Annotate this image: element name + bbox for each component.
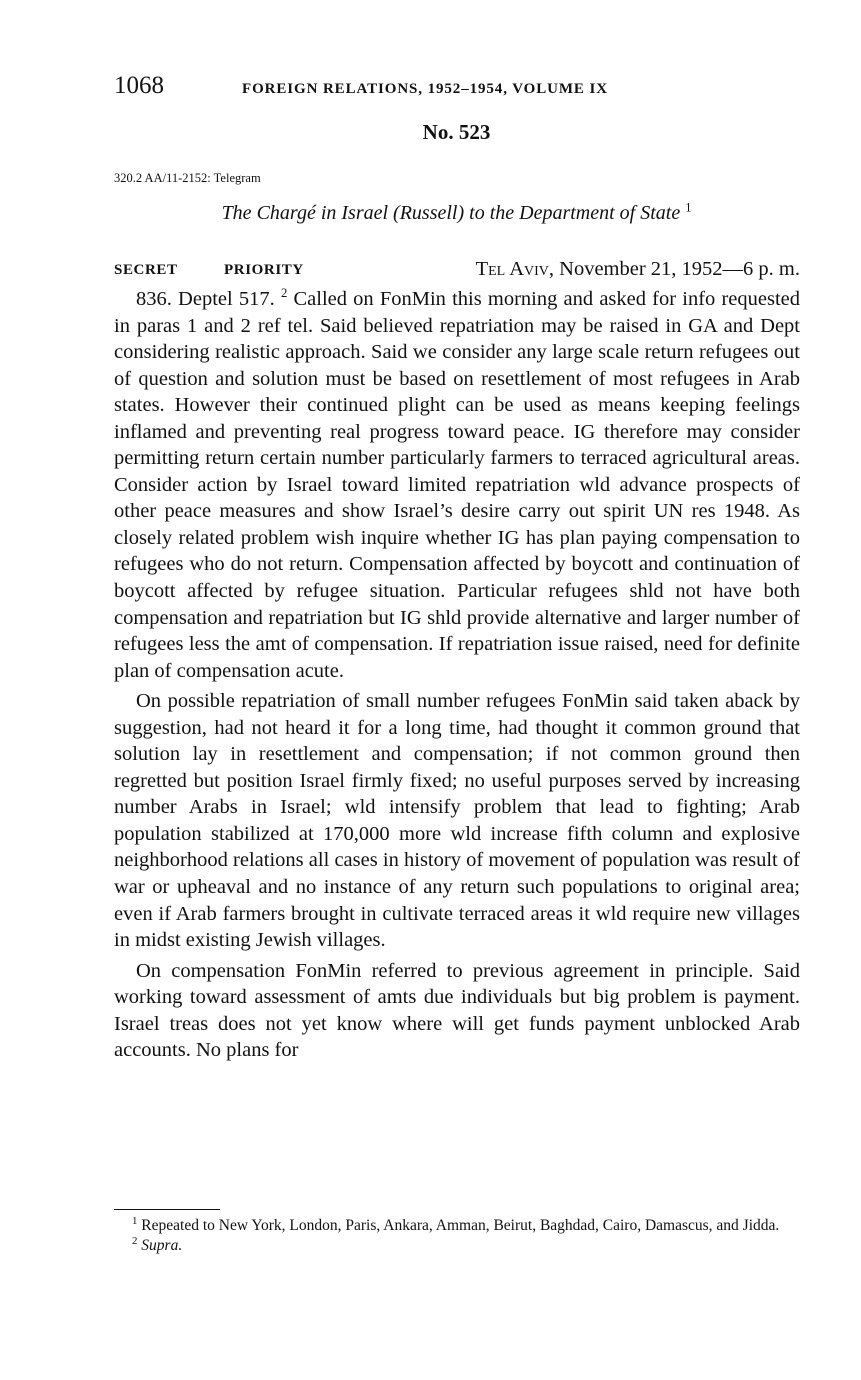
paragraph-1-text: Called on FonMin this morning and asked for info requested in paras 1 and 2 ref tel. Said believed repatriation may be raised in GA and Dept considering realistic approach. Said we consider any large scale return refugees out of question and solution must be based on resettlement of most refugees in Arab states. However their continued plight can be used as means keeping feelings inflamed and preventing real progress toward peace. IG therefore may consider permitting return certain number particularly farmers to terraced agricultural areas. Consider action by Israel toward limited repatriation wld advance prospects of other peace measures and show Israel’s desire carry out spirit UN res 1948. As closely related problem wish inquire whether IG has plan paying compensation to refugees who do not return. Compensation affected by boycott and continuation of boycott affected by refugee situation. Particular refugees shld not have both compensation and repatriation but IG shld provide alternative and larger number of refugees less the amt of compensation. If repatriation issue raised, need for definite plan of compensation acute. [114, 288, 801, 682]
footnote-1 [114, 1216, 800, 1236]
paragraph-3: On compensation FonMin referred to previous agreement in principle. Said working toward assessment of amts due individuals but big problem is payment. Israel treas does not yet know where will get funds payment unblocked Arab accounts. No plans for [114, 959, 800, 1062]
running-title: FOREIGN RELATIONS, 1952–1954, VOLUME IX [242, 81, 608, 97]
paragraph-1 [114, 286, 800, 684]
footnote-2-text: Supra. [141, 1236, 183, 1254]
footnote-divider [114, 1209, 220, 1210]
precedence: PRIORITY [224, 262, 304, 278]
page-number: 1068 [114, 72, 164, 99]
telegram-header [114, 258, 800, 286]
dateline-date: , November 21, 1952—6 p. m. [548, 258, 800, 280]
footnote-1-marker: 1 [132, 1214, 138, 1227]
document-title [0, 202, 861, 225]
dateline-place: Tel Aviv [475, 258, 549, 280]
file-reference: 320.2 AA/11-2152: Telegram [114, 171, 261, 185]
classification: SECRET [114, 262, 178, 278]
footnote-2 [114, 1236, 800, 1256]
footnotes [114, 1216, 800, 1255]
title-footnote-marker: 1 [685, 200, 692, 215]
telegram-body [114, 286, 800, 1068]
running-head [114, 72, 814, 106]
footnote-2-marker: 2 [132, 1234, 138, 1247]
paragraph-2: On possible repatriation of small number refugees FonMin said taken aback by suggestion, had not heard it for a long time, had thought it common ground that solution lay in resettlement and compensation; if not common ground then regretted but position Israel firmly fixed; no useful purposes served by increasing number Arabs in Israel; wld intensify problem that lead to fighting; Arab population stabilized at 170,000 more wld increase fifth column and explosive neighborhood relations all cases in history of movement of population was result of war or upheaval and no instance of any return such populations to original area; even if Arab farmers brought in cultivate terraced areas it wld require new villages in midst existing Jewish villages. [114, 690, 800, 952]
footnote-1-text: Repeated to New York, London, Paris, Ankara, Amman, Beirut, Baghdad, Cairo, Damascus, and Jidda. [141, 1217, 780, 1234]
document-number: No. 523 [422, 120, 491, 144]
dateline [476, 258, 800, 281]
document-title-text: The Chargé in Israel (Russell) to the Department of State [221, 202, 681, 224]
paragraph-1-start: 836. Deptel 517. [136, 288, 275, 310]
body-footnote-marker: 2 [280, 286, 288, 301]
